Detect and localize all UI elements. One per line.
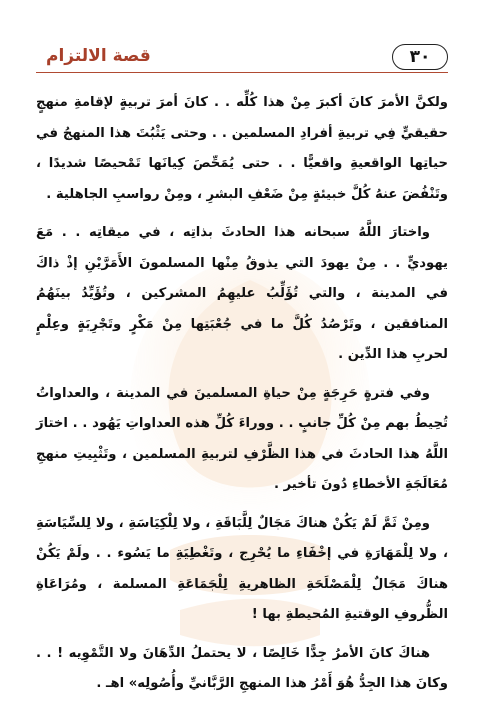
header-divider xyxy=(36,72,448,73)
page-number-badge xyxy=(392,44,448,70)
paragraph: ومِنْ ثَمَّ لَمْ يَكُنْ هناكَ مَجَالٌ لِلَّبَاقَةِ ، ولا لِلْكِيَاسَةِ ، ولا لِلسِّيَاسَةِ ، ولا لِلْمَهَارَةِ في إخْفَاءِ ما يُحْرِج ، وتَغْطِيَةِ ما يَسُوء . . ولَمْ يَكُنْ هناكَ مَجَالٌ لِلْمَصْلَحَةِ الظاهريةِ لِلْجَمَاعَةِ المسلمة ، ومُرَاعَاةِ الظُّروفِ الوقتيةِ المُحيطةِ بها ! xyxy=(36,515,448,622)
paragraph: هناكَ كانَ الأمرُ جِدًّا خَالِصًا ، لا يحتملُ الدِّهَانَ ولا التَّمْوِيه ! . . وكانَ هذا الجِدُّ هُوَ أَمْرُ هذا المنهجِ الرَّبَّانيِّ وأُصُولِه» اهـ . xyxy=(36,645,448,691)
page-body xyxy=(36,88,448,708)
paragraph: ولكنَّ الأمرَ كانَ أكبرَ مِنْ هذا كُلِّه . . كانَ أمرَ تربيةٍ لإقامةِ منهجٍ حقيقيٍّ فِي تربيةِ أفرادِ المسلمين . . وحتى يَثْبُتَ هذا المنهجُ في حياتِها الواقعيةِ واقعيًّا . . حتى يُمَحِّصَ كِيانَها تَمْحيصًا شديدًا ، وتَنْفُضَ عنهُ كُلَّ خبيئةٍ مِنْ ضَعْفِ البشرِ ، ومِنْ رواسبِ الجاهلية . xyxy=(36,95,448,202)
page-number: ٣٠ xyxy=(409,47,431,67)
paragraph: وفي فترةٍ حَرِجَةٍ مِنْ حياةِ المسلمينَ في المدينة ، والعداواتُ تُحِيطُ بهم مِنْ كُلِّ جانبٍ . . ووراءَ كُلِّ هذه العداواتِ يَهُود . . اختارَ اللَّهُ هذا الحادثَ في هذا الظَّرْفِ لتربيةِ المسلمين ، وتَثْبِيتِ منهجِ مُعَالَجَةِ الأخطاءِ دُونَ تأخير . xyxy=(36,385,448,492)
book-title: قصة الالتزام xyxy=(46,46,151,66)
page-header xyxy=(36,40,448,70)
paragraph: واختارَ اللَّهُ سبحانه هذا الحادثَ بذاتِه ، في ميقاتِه . . مَعَ يهوديٍّ . . مِنْ يهودَ التي يذوقُ مِنْها المسلمونَ الأَمَرَّيْنِ إذْ ذاكَ في المدينة ، والتي تُؤَلِّبُ عليهِمُ المشركين ، وتُؤَيِّدُ بينَهُمُ المنافقين ، وتَرْصُدُ كُلَّ ما في جُعْبَتِها مِنْ مَكْرٍ وتَجْرِبَةٍ وعِلْمٍ لحربِ هذا الدِّين . xyxy=(36,225,448,362)
